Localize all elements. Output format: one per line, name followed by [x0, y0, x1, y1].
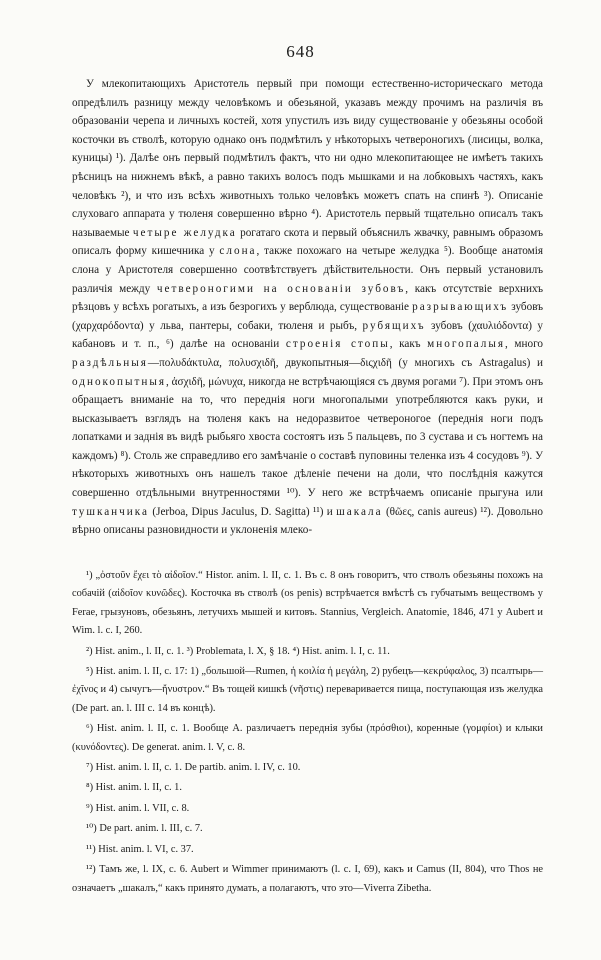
- footnote-7: ⁷) Hist. anim. l. II, c. 1. De partib. anim. l. IV, c. 10.: [86, 762, 301, 774]
- footnote-11: ¹¹) Hist. anim. l. VI, c. 37.: [86, 843, 194, 855]
- text-segment: зубовъ (χαυλιόδοντα) у кабановъ и т. п., ⁶) далѣе на основаніи: [72, 319, 544, 351]
- spaced-term: слона: [219, 245, 257, 258]
- text-segment: , какъ отсутствіе верхнихъ рѣзцовъ у всѣхъ рогатыхъ, а изъ безрогихъ у верблюда, существованіе: [72, 282, 543, 314]
- spaced-term: разрывающихъ: [412, 301, 509, 314]
- text-segment: У млекопитающихъ Аристотель первый при помощи естественно-историческаго метода опредѣлилъ разницу между человѣкомъ и обезьяной, указавъ между прочимъ на различія въ образованіи черепа и личныхъ костей, хотя упустилъ изъ виду существованіе у обезьяны особой косточки въ стволѣ, которую однако онъ подмѣтилъ у нѣкоторыхъ четвероногихъ (лисицы, волка, куницы) ¹). Далѣе онъ первый подмѣтилъ фактъ, что ни одно млекопитающее не имѣетъ такихъ рѣсницъ на нижнемъ вѣкѣ, а равно такихъ волосъ подъ мышками и на лобковыхъ частяхъ, какъ человѣкъ ²), и что изъ всѣхъ животныхъ только человѣкъ можетъ спать на спинѣ ³). Описаніе слуховаго аппарата у тюленя совершенно вѣрно ⁴). Аристотель первый тщательно описалъ такъ называемые: [72, 78, 543, 239]
- footnote-8: ⁸) Hist. anim. l. II, c. 1.: [86, 782, 182, 794]
- footnote-9: ⁹) Hist. anim. l. VII, c. 8.: [86, 802, 190, 814]
- spaced-term: строенія стопы: [285, 338, 390, 351]
- footnote-6: ⁶) Hist. anim. l. II, c. 1. Вообще А. различаетъ переднія зубы (πρόσθιοι), коренные (γομφίοι) и клыки (κυνόδοντες). De generat. anim. l. V, c. 8.: [72, 723, 543, 753]
- text-segment: , много: [505, 338, 543, 351]
- spaced-term: четвероногими на основаніи зубовъ: [156, 282, 406, 295]
- footnote-12: ¹²) Тамъ же, l. IX, c. 6. Aubert и Wimmer принимаютъ (l. c. I, 69), какъ и Camus (II, 804), что Thos не означаетъ „шакалъ,“ какъ принято думать, а полагаютъ, что это—Viverra Zibetha.: [72, 864, 543, 894]
- spaced-term: четыре желудка: [132, 226, 237, 239]
- text-segment: , ἀσχιδῆ, μώνυχα, никогда не встрѣчающіяся съ двумя рогами ⁷). При этомъ онъ обращаетъ вниманіе на то, что переднія ноги многопалыми употребляются какъ руки, и высказываетъ взглядъ на тюленя какъ на недоразвитое четвероногое (переднія ноги подъ лопатками и заднія въ видѣ рыбьяго хвоста состоятъ изъ 5 пальцевъ, по 3 сустава и съ ногтемъ на каждомъ) ⁸). Столь же справедливо его замѣчаніе о составѣ пуповины теленка изъ 4 сосудовъ ⁹). У нѣкоторыхъ животныхъ онъ нашелъ такое дѣленіе печени на доли, что послѣднія кажутся совершенно отдѣльными внутренностями ¹⁰). У него же встрѣчаемъ описаніе прыгуна или: [72, 375, 543, 500]
- page-number: 648: [286, 42, 315, 61]
- footnote-5: ⁵) Hist. anim. l. II, c. 17: 1) „большой—Rumen, ἡ κοιλία ἡ μεγάλη, 2) рубецъ—κεκρύφαλος, 3) псалтырь—ἐχῖνος и 4) сычугъ—ἤνυστρον.“ Въ тощей кишкѣ (νῆστις) переваривается пища, поступающая изъ желудка (De part. an. l. III c. 14 въ концѣ).: [72, 666, 543, 714]
- spaced-term: многопалыя: [427, 338, 506, 351]
- spaced-term: шакала: [336, 505, 383, 518]
- text-segment: зубовъ (χαρχαρόδοντα) у льва, пантеры, собаки, тюленя и рыбъ,: [72, 301, 543, 332]
- footnote-1: ¹) „ὀστοῦν ἔχει τὸ αἰδοῖον.“ Histor. anim. l. II, c. 1. Въ с. 8 онъ говоритъ, что стволъ обезьяны похожъ на собачій (αἰδοῖον κυνῶδες). Косточка въ стволѣ (os penis) встрѣчается вмѣстѣ съ губчатымъ веществомъ у Ferae, грызуновъ, обезьянъ, летучихъ мышей и китовъ. Stannius, Vergleich. Anatomie, 1846, 471 у Aubert и Wim. l. c. I, 260.: [72, 570, 543, 637]
- main-paragraph: [72, 75, 543, 540]
- text-segment: (Jerboa, Dipus Jaculus, D. Sagitta) ¹¹) и: [152, 505, 333, 518]
- spaced-term: раздѣльныя: [72, 356, 148, 369]
- text-segment: , также похожаго на четыре желудка ⁵). Вообще анатомія слона у Аристотеля совершенно соотвѣтствуетъ дѣйствительности. Онъ первый установилъ различія между: [72, 245, 543, 295]
- spaced-term: рубящихъ: [362, 319, 426, 332]
- text-segment: (θῶες, canis aureus) ¹²). Довольно вѣрно описаны разновидности и уклоненія млеко-: [72, 505, 544, 537]
- spaced-term: однокопытныя: [72, 375, 167, 388]
- footnote-10: ¹⁰) De part. anim. l. III, c. 7.: [86, 823, 203, 835]
- text-segment: —πολυδάκτυλα, πολυσχιδῆ, двукопытныя—διςχιδῆ (у многихъ съ Astragalus) и: [147, 356, 543, 369]
- text-segment: рогатаго скота и первый объяснилъ жвачку, равнымъ образомъ описалъ форму кишечника у: [72, 226, 544, 258]
- footnotes: [72, 567, 543, 898]
- text-segment: , какъ: [389, 338, 421, 351]
- footnote-2-4: ²) Hist. anim., l. II, c. 1. ³) Problemata, l. X, § 18. ⁴) Hist. anim. l. I, c. 11.: [86, 645, 390, 657]
- spaced-term: тушканчика: [72, 505, 150, 518]
